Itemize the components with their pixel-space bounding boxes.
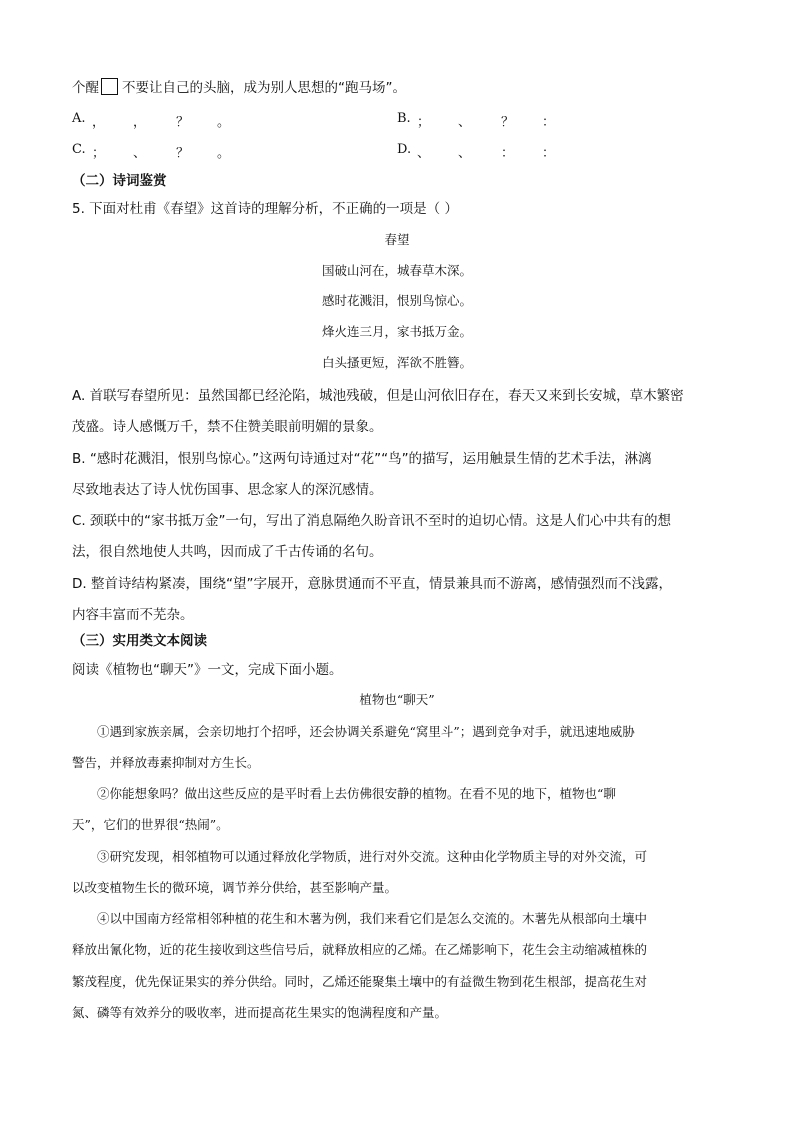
article-paragraph-4-line-1: ④以中国南方经常相邻种植的花生和木薯为例，我们来看它们是怎么交流的。木薯先从根部向土壤中: [97, 911, 648, 926]
article-paragraph-4-line-2: 释放出氰化物，近的花生接收到这些信号后，就释放相应的乙烯。在乙烯影响下，花生会主动缩减植株的: [72, 942, 648, 957]
poem-title: 春望: [384, 232, 410, 247]
option-c-label: C.: [72, 142, 86, 157]
option-b-label: B.: [397, 111, 411, 126]
reading-instruction: 阅读《植物也“聊天”》一文，完成下面小题。: [72, 662, 343, 678]
option-c-mark-1: ；: [92, 146, 106, 161]
answer-c-line-2: 法，很自然地使人共鸣，因而成了千古传诵的名句。: [72, 544, 383, 560]
option-a-mark-2: ，: [133, 115, 147, 130]
answer-b-line-1: B. “感时花溅泪，恨别鸟惊心。”这两句诗通过对“花”“鸟”的描写，运用触景生情的艺术手法，淋漓: [72, 451, 652, 467]
article-paragraph-4-line-3: 繁茂程度，优先保证果实的养分供给。同时，乙烯还能聚集土壤中的有益微生物到花生根部，提高花生对: [72, 974, 648, 989]
article-paragraph-1-line-2: 警告，并释放毒素抑制对方生长。: [72, 755, 260, 770]
option-c-mark-4: 。: [217, 146, 231, 161]
option-b-mark-1: ；: [417, 115, 431, 130]
intro-text-after-box: 不要让自己的头脑，成为别人思想的“跑马场”。: [122, 80, 406, 96]
question-5: 5. 下面对杜甫《春望》这首诗的理解分析，不正确的一项是（ ）: [72, 201, 458, 217]
intro-text-before-box: 个醒: [72, 80, 99, 96]
option-a-mark-3: ？: [176, 115, 190, 130]
answer-a-line-2: 茂盛。诗人感慨万千，禁不住赞美眼前明媚的景象。: [72, 419, 383, 435]
answer-c-line-1: C. 颈联中的“家书抵万金”一句，写出了消息隔绝久盼音讯不至时的迫切心情。这是人们心中共有的想: [72, 513, 671, 529]
poem-line-3: 烽火连三月，家书抵万金。: [321, 324, 472, 339]
article-title: 植物也“聊天”: [359, 692, 435, 707]
option-d-mark-1: 、: [417, 146, 431, 161]
article-paragraph-4-line-4: 氮、磷等有效养分的吸收率，进而提高花生果实的饱满程度和产量。: [72, 1005, 448, 1020]
option-a-mark-4: 。: [217, 115, 231, 130]
option-a-mark-1: ，: [92, 115, 106, 130]
poem-line-4: 白头搔更短，浑欲不胜簪。: [321, 355, 472, 370]
option-b-mark-2: 、: [458, 115, 472, 130]
option-c-mark-3: ？: [176, 146, 190, 161]
answer-d-line-2: 内容丰富而不芜杂。: [72, 607, 194, 623]
article-paragraph-2-line-1: ②你能想象吗？做出这些反应的是平时看上去仿佛很安静的植物。在看不见的地下，植物也“聊: [97, 786, 616, 801]
poem-line-2: 感时花溅泪，恨别鸟惊心。: [321, 293, 472, 308]
option-c-mark-2: 、: [133, 146, 147, 161]
section-title-practical-reading: （三）实用类文本阅读: [72, 633, 207, 649]
option-a-label: A.: [72, 111, 86, 126]
intro-line: [72, 76, 406, 96]
option-d-label: D.: [397, 142, 412, 157]
option-b-mark-3: ？: [501, 115, 515, 130]
article-paragraph-3-line-1: ③研究发现，相邻植物可以通过释放化学物质，进行对外交流。这种由化学物质主导的对外交流，可: [97, 849, 648, 864]
option-d-mark-3: ：: [501, 146, 515, 161]
section-title-poetry: （二）诗词鉴赏: [72, 173, 167, 189]
answer-blank-box: [101, 78, 118, 95]
option-d-mark-4: ：: [542, 146, 556, 161]
article-paragraph-2-line-2: 天”，它们的世界很“热闹”。: [72, 817, 229, 832]
answer-d-line-1: D. 整首诗结构紧凑，围绕“望”字展开，意脉贯通而不平直，情景兼具而不游离，感情强烈而不浅露，: [72, 576, 672, 592]
answer-a-line-1: A. 首联写春望所见：虽然国都已经沦陷，城池残破，但是山河依旧存在，春天又来到长安城，草木繁密: [72, 388, 684, 404]
option-b-mark-4: ：: [542, 115, 556, 130]
poem-line-1: 国破山河在，城春草木深。: [321, 263, 472, 278]
option-d-mark-2: 、: [458, 146, 472, 161]
article-paragraph-1-line-1: ①遇到家族亲属，会亲切地打个招呼，还会协调关系避免“窝里斗”；遇到竞争对手，就迅速地威胁: [97, 724, 635, 739]
article-paragraph-3-line-2: 以改变植物生长的微环境，调节养分供给，甚至影响产量。: [72, 880, 398, 895]
answer-b-line-2: 尽致地表达了诗人忧伤国事、思念家人的深沉感情。: [72, 482, 383, 498]
